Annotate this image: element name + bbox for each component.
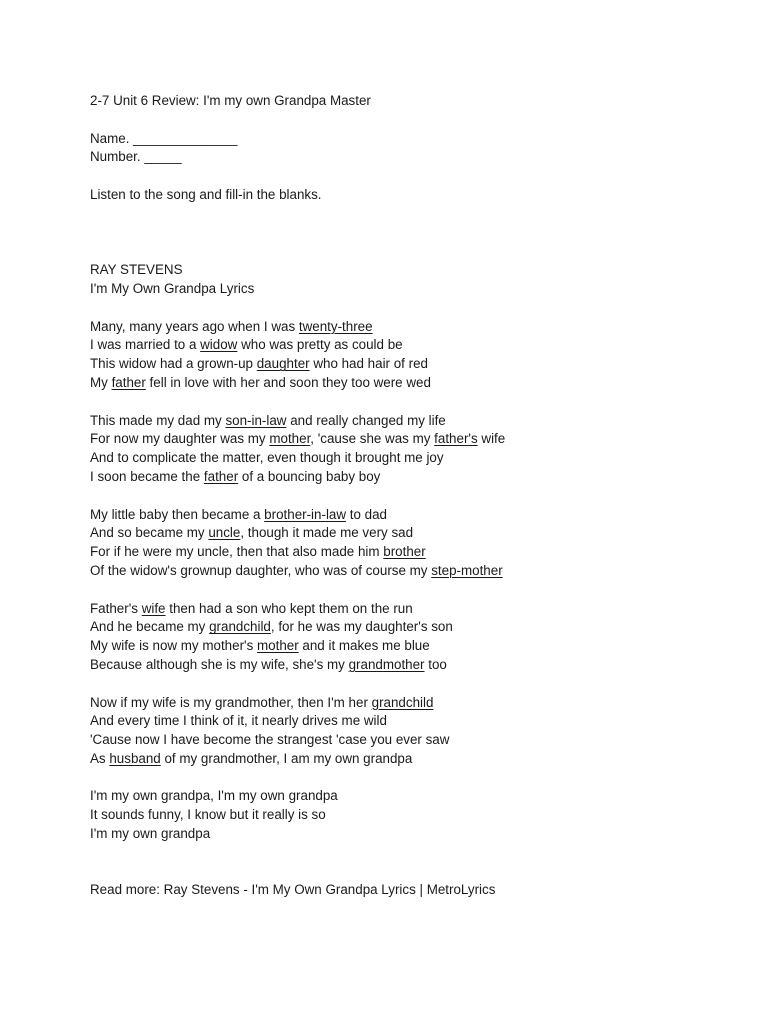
lyric-stanza (90, 787, 730, 843)
lyric-stanza (90, 412, 730, 487)
lyric-text: , 'cause she was my (310, 431, 435, 447)
lyric-text: I soon became the (90, 468, 204, 484)
lyric-line (90, 562, 730, 581)
document-title: 2-7 Unit 6 Review: I'm my own Grandpa Master (90, 93, 371, 108)
lyric-stanza (90, 506, 730, 581)
lyric-text: This widow had a grown-up (90, 356, 257, 372)
lyric-text: And to complicate the matter, even though it brought me joy (90, 450, 444, 466)
lyric-text: , though it made me very sad (240, 525, 414, 541)
lyric-text: 'Cause now I have become the strangest 'case you ever saw (90, 732, 450, 748)
fill-in-answer: widow (200, 337, 238, 353)
name-field: Name. ______________ (90, 130, 238, 146)
read-more-link[interactable]: Read more: Ray Stevens - I'm My Own Grandpa Lyrics | MetroLyrics (90, 882, 496, 898)
lyric-text: And he became my (90, 619, 210, 635)
lyric-line (90, 600, 730, 619)
lyric-text: My wife is now my mother's (90, 638, 257, 654)
fill-in-answer: grandchild (371, 694, 434, 710)
lyric-text: And every time I think of it, it nearly drives me wild (90, 713, 387, 729)
lyric-text: My little baby then became a (90, 506, 265, 522)
fill-in-answer: grandchild (209, 619, 271, 635)
fill-in-answer: father (203, 468, 239, 484)
lyric-text: of my grandmother, I am my own grandpa (160, 750, 413, 766)
lyric-line (90, 543, 730, 562)
lyric-text: too (424, 656, 447, 672)
lyric-line (90, 468, 730, 487)
lyric-line (90, 524, 730, 543)
lyric-line (90, 374, 730, 393)
lyric-text: Father's (90, 600, 142, 616)
lyric-line (90, 694, 730, 713)
lyric-line (90, 618, 730, 637)
lyric-line (90, 355, 730, 374)
lyric-text: and it makes me blue (298, 638, 430, 654)
artist-name: RAY STEVENS (90, 262, 183, 278)
lyric-text: to dad (346, 506, 387, 522)
fill-in-answer: son-in-law (225, 412, 287, 428)
fill-in-answer: mother (269, 431, 311, 447)
lyric-text: Of the widow's grownup daughter, who was of course my (90, 562, 432, 578)
lyric-line (90, 318, 730, 337)
fill-in-answer: step-mother (431, 562, 503, 578)
fill-in-answer: mother (257, 638, 299, 654)
lyric-line (90, 787, 730, 806)
lyric-text: who was pretty as could be (237, 337, 403, 353)
lyric-text: and really changed my life (286, 412, 446, 428)
lyric-text: For now my daughter was my (90, 431, 270, 447)
instructions: Listen to the song and fill-in the blanks. (90, 186, 322, 202)
lyric-stanza (90, 600, 730, 675)
fill-in-answer: father's (434, 431, 478, 447)
lyric-text: Now if my wife is my grandmother, then I'm her (90, 694, 372, 710)
lyric-text: who had hair of red (309, 356, 428, 372)
fill-in-answer: husband (109, 750, 161, 766)
document-page (90, 92, 730, 900)
lyric-line (90, 637, 730, 656)
lyric-text: Because although she is my wife, she's my (90, 656, 349, 672)
lyric-line (90, 506, 730, 525)
lyric-line (90, 656, 730, 675)
lyric-line (90, 712, 730, 731)
lyric-text: of a bouncing baby boy (238, 468, 381, 484)
lyric-text: then had a son who kept them on the run (165, 600, 413, 616)
lyric-line (90, 806, 730, 825)
lyric-line (90, 750, 730, 769)
lyric-text: I was married to a (90, 337, 201, 353)
lyric-text: fell in love with her and soon they too were wed (145, 374, 431, 390)
fill-in-answer: daughter (256, 356, 310, 372)
lyric-text: Many, many years ago when I was (90, 318, 299, 334)
lyric-text: I'm my own grandpa, I'm my own grandpa (90, 788, 338, 804)
lyric-line (90, 412, 730, 431)
lyrics-body (90, 318, 730, 844)
lyric-stanza (90, 694, 730, 769)
lyric-stanza (90, 318, 730, 393)
fill-in-answer: father (111, 374, 146, 390)
lyric-line (90, 449, 730, 468)
fill-in-answer: brother-in-law (264, 506, 347, 522)
lyric-text: And so became my (90, 525, 209, 541)
lyric-line (90, 731, 730, 750)
lyric-line (90, 825, 730, 844)
lyric-text: , for he was my daughter's son (270, 619, 453, 635)
fill-in-answer: brother (383, 544, 426, 560)
lyric-line (90, 430, 730, 449)
number-field: Number. _____ (90, 149, 182, 165)
lyric-text: My (90, 374, 112, 390)
lyric-text: This made my dad my (90, 412, 226, 428)
song-title: I'm My Own Grandpa Lyrics (90, 280, 255, 296)
fill-in-answer: uncle (208, 525, 241, 541)
fill-in-answer: twenty-three (298, 318, 373, 334)
lyric-text: It sounds funny, I know but it really is so (90, 807, 326, 823)
fill-in-answer: grandmother (348, 656, 425, 672)
lyric-text: For if he were my uncle, then that also made him (90, 544, 384, 560)
lyric-text: wife (477, 431, 506, 447)
lyric-line (90, 336, 730, 355)
fill-in-answer: wife (141, 600, 166, 616)
lyric-text: I'm my own grandpa (90, 826, 211, 842)
lyric-text: As (90, 750, 110, 766)
